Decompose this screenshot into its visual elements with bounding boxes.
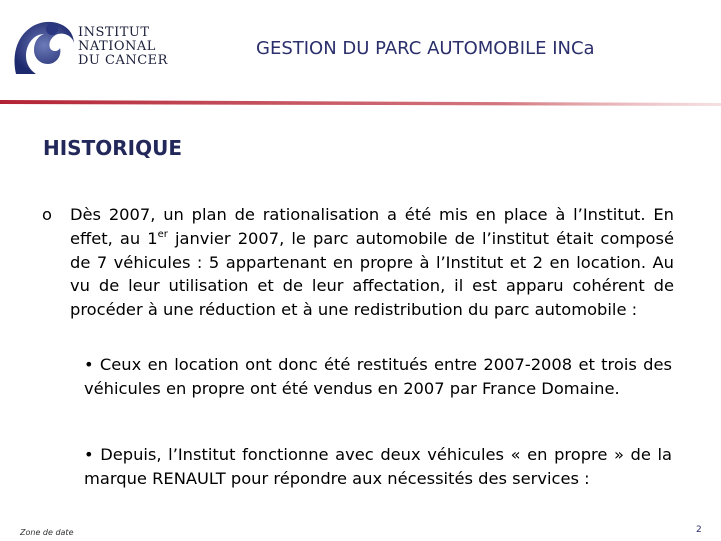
institut-logo xyxy=(8,16,168,78)
main-text-post: janvier 2007, le parc automobile de l’institut était composé de 7 véhicules : 5 appartenant en propre à l’Institut et 2 en location. Au vu de leur utilisation et de leur affectation, il est apparu cohérent de procéder à une réduction et à une redistribution du parc automobile : xyxy=(70,228,674,320)
logo-emblem-icon xyxy=(8,16,78,78)
main-bullet-text xyxy=(70,203,674,322)
sub-bullet-rental: • Ceux en location ont donc été restitués entre 2007-2008 et trois des véhicules en propre ont été vendus en 2007 par France Domaine. xyxy=(84,355,672,398)
page-number: 2 xyxy=(696,525,702,535)
logo-line-2: NATIONAL xyxy=(78,39,156,54)
bullet-marker: o xyxy=(42,205,52,224)
footer-date-zone: Zone de date xyxy=(20,528,74,537)
logo-line-1: INSTITUT xyxy=(78,25,150,40)
main-text-sup: er xyxy=(157,228,168,240)
logo-line-3: DU CANCER xyxy=(78,53,168,68)
header-divider xyxy=(0,100,721,108)
section-title: HISTORIQUE xyxy=(43,136,182,160)
logo-text xyxy=(78,26,168,68)
page-header-title: GESTION DU PARC AUTOMOBILE INCa xyxy=(256,38,595,59)
sub-bullet-renault: • Depuis, l’Institut fonctionne avec deux véhicules « en propre » de la marque RENAULT pour répondre aux nécessités des services : xyxy=(84,445,672,488)
main-bullet xyxy=(42,203,674,322)
main-text-pre: Dès 2007, un plan de rationalisation a été mis en place à l’Institut. En effet, au 1 xyxy=(70,205,674,248)
